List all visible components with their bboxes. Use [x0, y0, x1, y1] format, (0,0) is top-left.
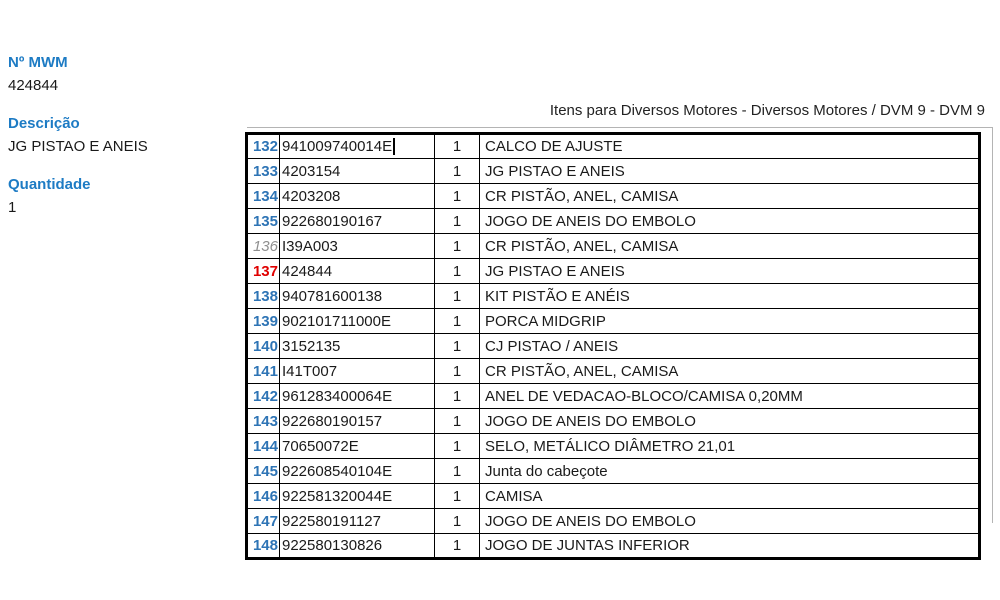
description-cell[interactable]: CAMISA	[480, 484, 980, 509]
part-number-cell[interactable]	[280, 184, 435, 209]
description-label: Descrição	[8, 115, 80, 132]
table-row	[247, 259, 980, 284]
row-number[interactable]: 137	[247, 259, 280, 284]
part-number-cell[interactable]	[280, 209, 435, 234]
part-number-cell[interactable]	[280, 284, 435, 309]
part-number-text: 922581320044E	[282, 487, 393, 505]
part-number-text: 70650072E	[282, 437, 359, 455]
part-number-cell[interactable]	[280, 334, 435, 359]
description-cell[interactable]: Junta do cabeçote	[480, 459, 980, 484]
part-number-cell[interactable]	[280, 459, 435, 484]
table-row	[247, 209, 980, 234]
description-cell[interactable]: JG PISTAO E ANEIS	[480, 259, 980, 284]
description-cell[interactable]: CR PISTÃO, ANEL, CAMISA	[480, 359, 980, 384]
text-cursor	[393, 138, 395, 155]
part-number-cell[interactable]	[280, 434, 435, 459]
row-number[interactable]: 143	[247, 409, 280, 434]
quantity-label: Quantidade	[8, 176, 91, 193]
part-number-cell[interactable]	[280, 534, 435, 559]
row-number[interactable]: 135	[247, 209, 280, 234]
description-cell[interactable]: CR PISTÃO, ANEL, CAMISA	[480, 184, 980, 209]
qty-cell[interactable]: 1	[435, 134, 480, 159]
field-quantity	[8, 173, 238, 219]
description-cell[interactable]: PORCA MIDGRIP	[480, 309, 980, 334]
parts-table-body	[247, 134, 980, 559]
row-number[interactable]: 133	[247, 159, 280, 184]
qty-cell[interactable]: 1	[435, 359, 480, 384]
part-number-text: 922680190167	[282, 212, 383, 230]
qty-cell[interactable]: 1	[435, 309, 480, 334]
qty-cell[interactable]: 1	[435, 509, 480, 534]
table-row	[247, 134, 980, 159]
table-row	[247, 384, 980, 409]
description-cell[interactable]: JOGO DE JUNTAS INFERIOR	[480, 534, 980, 559]
table-row	[247, 234, 980, 259]
row-number[interactable]: 147	[247, 509, 280, 534]
row-number[interactable]: 145	[247, 459, 280, 484]
description-cell[interactable]: ANEL DE VEDACAO-BLOCO/CAMISA 0,20MM	[480, 384, 980, 409]
part-number-text: I41T007	[282, 362, 338, 380]
row-number[interactable]: 148	[247, 534, 280, 559]
item-info-panel	[8, 51, 238, 234]
table-row	[247, 409, 980, 434]
part-number-cell[interactable]	[280, 484, 435, 509]
qty-cell[interactable]: 1	[435, 434, 480, 459]
quantity-value: 1	[8, 199, 17, 216]
part-number-cell[interactable]	[280, 134, 435, 159]
mwm-number-label: Nº MWM	[8, 54, 68, 71]
description-cell[interactable]: JOGO DE ANEIS DO EMBOLO	[480, 509, 980, 534]
qty-cell[interactable]: 1	[435, 184, 480, 209]
description-cell[interactable]: JOGO DE ANEIS DO EMBOLO	[480, 209, 980, 234]
part-number-text: 941009740014E	[282, 137, 393, 155]
row-number[interactable]: 132	[247, 134, 280, 159]
qty-cell[interactable]: 1	[435, 259, 480, 284]
qty-cell[interactable]: 1	[435, 409, 480, 434]
part-number-cell[interactable]	[280, 309, 435, 334]
table-row	[247, 284, 980, 309]
row-number[interactable]: 138	[247, 284, 280, 309]
part-number-text: 922580130826	[282, 537, 383, 554]
qty-cell[interactable]: 1	[435, 159, 480, 184]
breadcrumb: Itens para Diversos Motores - Diversos Motores / DVM 9 - DVM 9	[549, 102, 985, 119]
table-row	[247, 334, 980, 359]
table-row	[247, 309, 980, 334]
qty-cell[interactable]: 1	[435, 334, 480, 359]
part-number-cell[interactable]	[280, 159, 435, 184]
table-row	[247, 159, 980, 184]
part-number-text: 922580191127	[282, 512, 381, 530]
table-row	[247, 534, 980, 559]
qty-cell[interactable]: 1	[435, 209, 480, 234]
row-number[interactable]: 141	[247, 359, 280, 384]
table-row	[247, 359, 980, 384]
table-row	[247, 434, 980, 459]
part-number-text: 922680190157	[282, 412, 383, 430]
table-row	[247, 184, 980, 209]
qty-cell[interactable]: 1	[435, 284, 480, 309]
parts-table	[245, 132, 981, 560]
part-number-text: 922608540104E	[282, 462, 393, 480]
part-number-cell[interactable]	[280, 509, 435, 534]
row-number[interactable]: 142	[247, 384, 280, 409]
description-cell[interactable]: SELO, METÁLICO DIÂMETRO 21,01	[480, 434, 980, 459]
field-mwm-number	[8, 51, 238, 97]
part-number-text: 424844	[282, 262, 333, 280]
qty-cell[interactable]: 1	[435, 484, 480, 509]
row-number[interactable]: 140	[247, 334, 280, 359]
frame-right-border	[992, 127, 993, 523]
row-number[interactable]: 139	[247, 309, 280, 334]
part-number-text: I39A003	[282, 237, 338, 255]
row-number[interactable]: 146	[247, 484, 280, 509]
table-row	[247, 484, 980, 509]
qty-cell[interactable]: 1	[435, 384, 480, 409]
table-row	[247, 459, 980, 484]
part-number-text: 3152135	[282, 337, 341, 355]
part-number-cell[interactable]	[280, 234, 435, 259]
qty-cell[interactable]: 1	[435, 534, 480, 559]
part-number-text: 4203154	[282, 162, 341, 180]
description-cell[interactable]: CR PISTÃO, ANEL, CAMISA	[480, 234, 980, 259]
description-cell[interactable]: CALCO DE AJUSTE	[480, 134, 980, 159]
frame-top-border	[247, 127, 993, 128]
description-cell[interactable]: JG PISTAO E ANEIS	[480, 159, 980, 184]
row-number[interactable]: 144	[247, 434, 280, 459]
part-number-cell[interactable]	[280, 409, 435, 434]
part-number-cell[interactable]	[280, 359, 435, 384]
field-description	[8, 112, 238, 158]
row-number[interactable]: 136	[247, 234, 280, 259]
description-value: JG PISTAO E ANEIS	[8, 138, 148, 155]
description-cell[interactable]: JOGO DE ANEIS DO EMBOLO	[480, 409, 980, 434]
part-number-text: 4203208	[282, 187, 341, 205]
qty-cell[interactable]: 1	[435, 234, 480, 259]
mwm-number-value: 424844	[8, 77, 59, 94]
part-number-cell[interactable]	[280, 259, 435, 284]
description-cell[interactable]: CJ PISTAO / ANEIS	[480, 334, 980, 359]
table-row	[247, 509, 980, 534]
qty-cell[interactable]: 1	[435, 459, 480, 484]
part-number-text: 940781600138	[282, 287, 383, 305]
part-number-cell[interactable]	[280, 384, 435, 409]
row-number[interactable]: 134	[247, 184, 280, 209]
description-cell[interactable]: KIT PISTÃO E ANÉIS	[480, 284, 980, 309]
part-number-text: 961283400064E	[282, 387, 393, 405]
part-number-text: 902101711000E	[282, 312, 391, 330]
